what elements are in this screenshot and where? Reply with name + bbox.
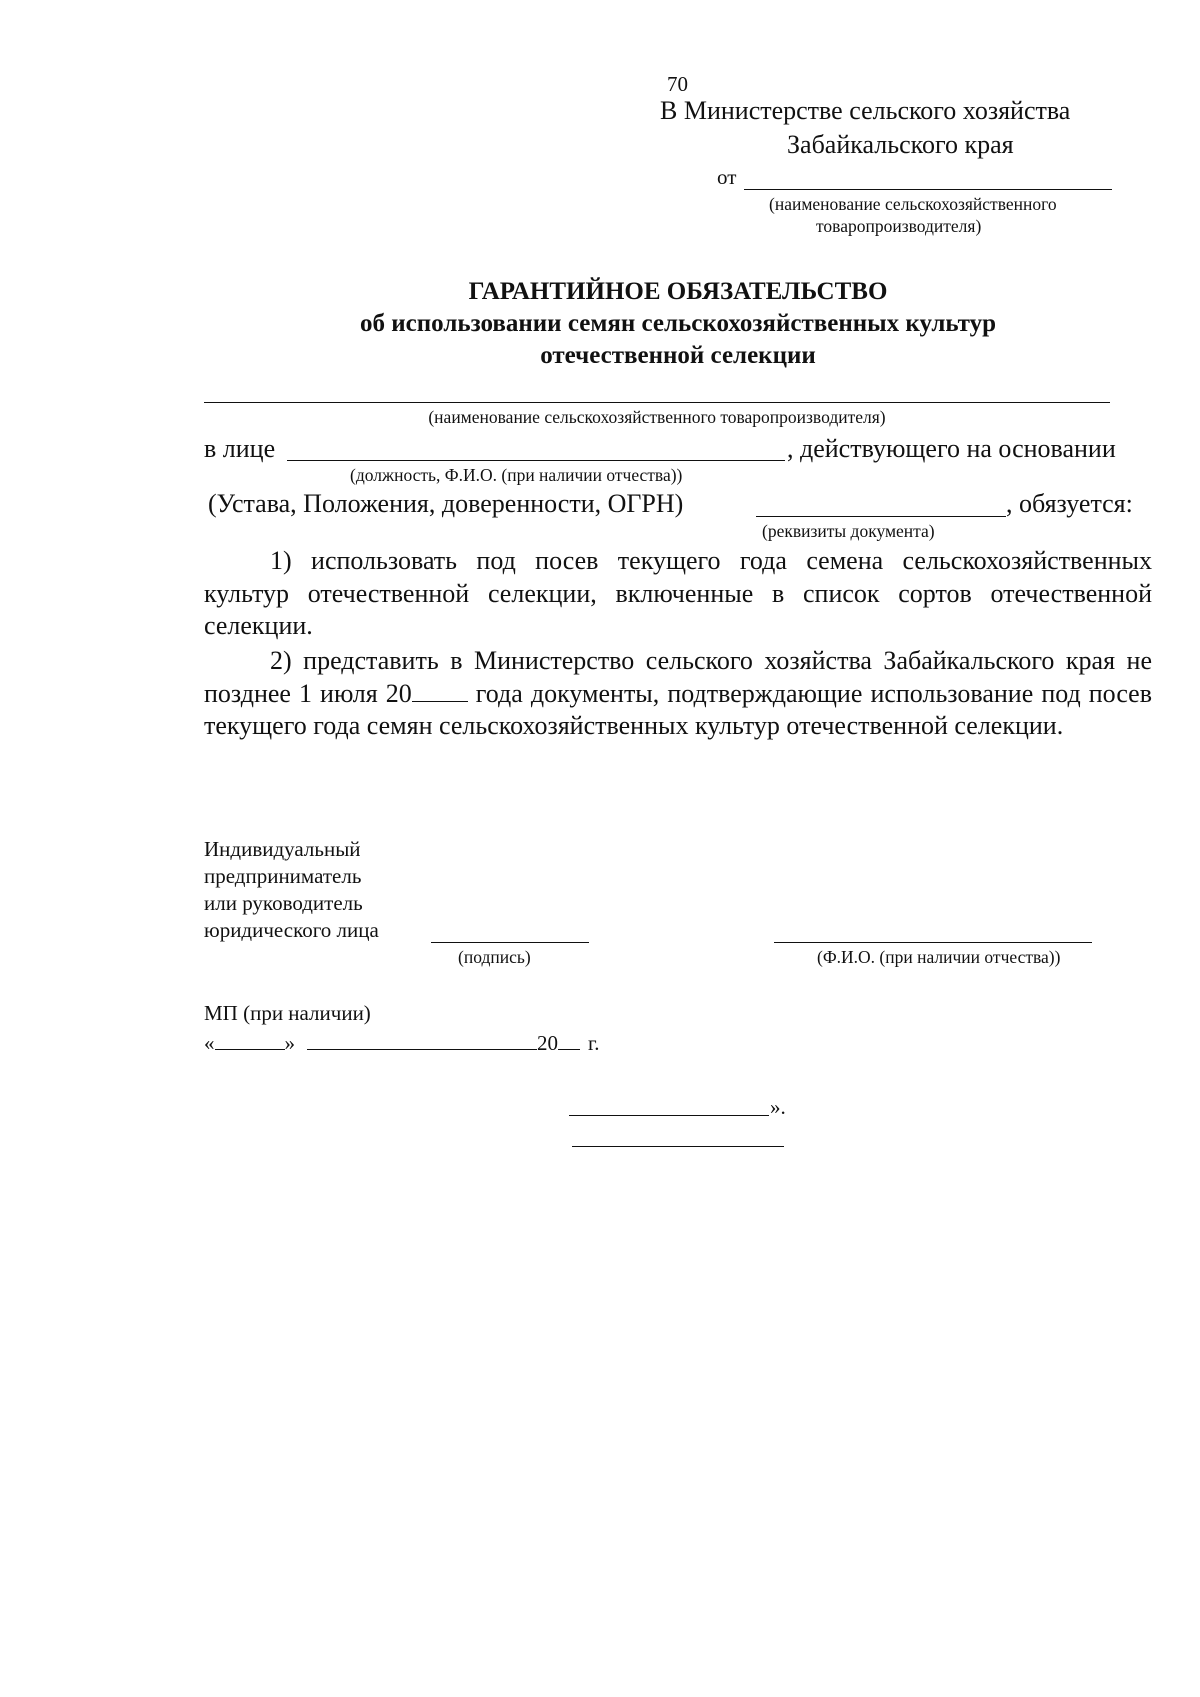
document-subtitle-line-2: отечественной селекции xyxy=(540,342,816,369)
represented-prefix: в лице xyxy=(204,434,276,463)
obligation-2-text-start: 2) представить в Министерство сельского хозяйства Забайкальского края не позднее 1 июля 20 xyxy=(204,646,1152,708)
obligation-2 xyxy=(204,645,1152,743)
page-number: 70 xyxy=(667,72,688,96)
full-name-line[interactable] xyxy=(774,942,1092,943)
signature-caption: (подпись) xyxy=(458,947,531,967)
from-label: от xyxy=(717,165,737,189)
basis-caption: (реквизиты документа) xyxy=(762,521,935,541)
open-quote: « xyxy=(204,1031,215,1055)
from-caption-line-2: товаропроизводителя) xyxy=(816,216,982,236)
from-caption-line-1: (наименование сельскохозяйственного xyxy=(769,194,1057,214)
basis-suffix: , обязуется: xyxy=(1006,489,1133,518)
date-line xyxy=(204,1030,600,1057)
closing-line-1 xyxy=(569,1115,769,1116)
document-subtitle-line-1: об использовании семян сельскохозяйственных культур xyxy=(360,310,996,337)
document-title: ГАРАНТИЙНОЕ ОБЯЗАТЕЛЬСТВО xyxy=(468,278,888,305)
year-blank[interactable] xyxy=(412,679,468,702)
represented-field-line[interactable] xyxy=(287,460,785,461)
producer-caption: (наименование сельскохозяйственного товаропроизводителя) xyxy=(428,407,886,427)
obligation-2-text-end: года документы, подтверждающие использование под посев текущего года семян сельскохозяйственных культур отечественной селекции. xyxy=(204,678,1152,740)
year-suffix: г. xyxy=(588,1031,600,1055)
producer-name-line[interactable] xyxy=(204,402,1110,403)
year-prefix: 20 xyxy=(537,1031,558,1055)
month-blank[interactable] xyxy=(307,1031,537,1050)
from-field-line[interactable] xyxy=(744,189,1112,190)
signatory-role-line-4: юридического лица xyxy=(204,918,379,942)
signatory-role-line-1: Индивидуальный xyxy=(204,837,361,861)
basis-prefix: (Устава, Положения, доверенности, ОГРН) xyxy=(208,489,684,518)
signature-line[interactable] xyxy=(431,942,589,943)
stamp-label: МП (при наличии) xyxy=(204,1001,371,1025)
closing-line-2 xyxy=(572,1146,784,1147)
closing-mark: ». xyxy=(770,1095,786,1119)
obligation-1: 1) использовать под посев текущего года семена сельскохозяйственных культур отечественной селекции, включенные в список сортов отечественной селекции. xyxy=(204,546,1152,640)
represented-caption: (должность, Ф.И.О. (при наличии отчества)) xyxy=(350,465,683,485)
recipient-line-1: В Министерстве сельского хозяйства xyxy=(660,96,1071,125)
day-blank[interactable] xyxy=(215,1031,285,1050)
recipient-line-2: Забайкальского края xyxy=(787,130,1014,159)
signatory-role-line-3: или руководитель xyxy=(204,891,363,915)
year-suffix-blank[interactable] xyxy=(558,1031,580,1050)
represented-suffix: , действующего на основании xyxy=(787,434,1116,463)
basis-field-line[interactable] xyxy=(756,516,1006,517)
full-name-caption: (Ф.И.О. (при наличии отчества)) xyxy=(817,947,1061,967)
signatory-role-line-2: предприниматель xyxy=(204,864,362,888)
close-quote: » xyxy=(284,1031,295,1055)
